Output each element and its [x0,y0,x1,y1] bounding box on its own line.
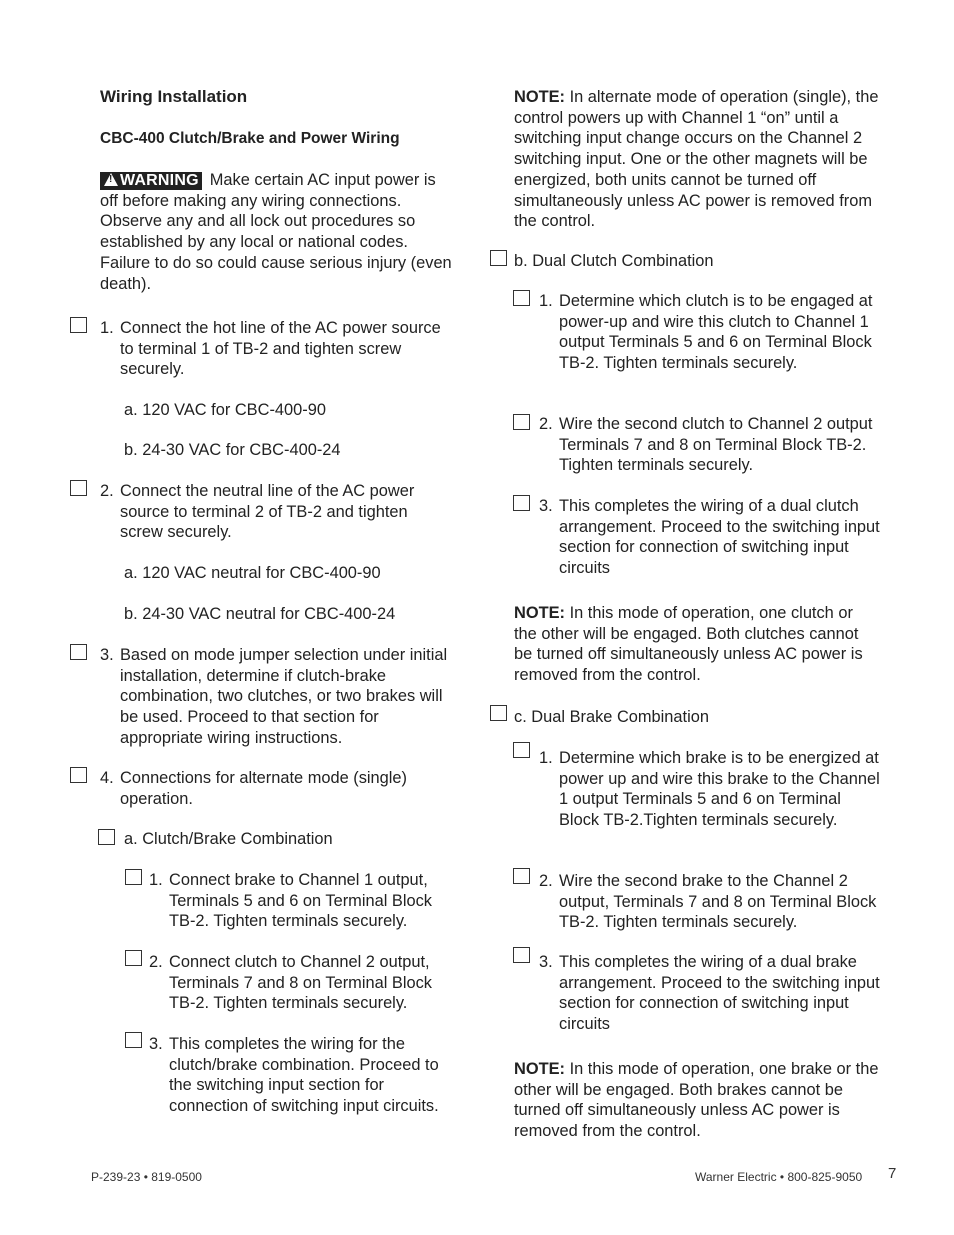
checkbox-dual-clutch[interactable] [490,250,507,266]
cb-step-2 [149,952,459,1014]
step-text: Connections for alternate mode (single) operation. [120,769,407,808]
step-2-option-a: a. 120 VAC neutral for CBC-400-90 [124,564,381,582]
step-2 [100,481,445,543]
step-3 [100,645,456,749]
warning-badge [100,172,202,190]
step-number: 1. [539,292,553,310]
checkbox-cb-1[interactable] [125,869,142,885]
checkbox-cb-2[interactable] [125,950,142,966]
step-number: 3. [149,1035,163,1053]
warning-text: Make certain AC input power is off before making any wiring connections. Observe any and all lock out procedures so established by any local or national codes. Failure to do so could cause serious injury (even death). [100,171,452,293]
step-number: 3. [539,497,553,515]
note-label: NOTE: [514,88,565,106]
note-label: NOTE: [514,604,565,622]
step-text: This completes the wiring for the clutch/brake combination. Proceed to the switching input section for connection of switching input circuits. [169,1035,439,1116]
dual-brake-title: c. Dual Brake Combination [514,708,709,726]
note-label: NOTE: [514,1060,565,1078]
note-text: In alternate mode of operation (single), the control powers up with Channel 1 “on” until a switching input change occurs on the Channel 2 switching input. One or the other magnets will be energized, both units cannot be turned off simultaneously unless AC power is removed from the control. [514,88,879,231]
step-text: Determine which brake is to be energized at power up and wire this brake to the Channel 1 output Terminals 5 and 6 on Terminal Block TB-2.Tighten terminals securely. [559,749,880,830]
checkbox-dual-brake[interactable] [490,705,507,721]
step-number: 1. [539,749,553,767]
step-number: 2. [100,482,114,500]
dc-step-1 [539,291,884,374]
checkbox-dc-2[interactable] [513,414,530,430]
step-number: 4. [100,769,114,787]
note-text: In this mode of operation, one clutch or the other will be engaged. Both clutches cannot be turned off simultaneously unless AC power is removed from the control. [514,604,863,685]
dc-step-3 [539,496,884,579]
note-alternate-mode [514,87,890,232]
step-number: 2. [539,872,553,890]
clutch-brake-title: a. Clutch/Brake Combination [124,830,333,848]
db-step-1 [539,748,884,831]
checkbox-db-1[interactable] [513,742,530,758]
step-number: 3. [539,953,553,971]
footer-company: Warner Electric • 800-825-9050 [695,1170,863,1184]
section-title: Wiring Installation [100,87,248,106]
step-1-option-b: b. 24-30 VAC for CBC-400-24 [124,441,341,459]
checkbox-dc-3[interactable] [513,495,530,511]
cb-step-1 [149,870,459,932]
note-dual-clutch [514,603,866,686]
db-step-3 [539,952,884,1035]
step-number: 2. [149,953,163,971]
cb-step-3 [149,1034,449,1117]
dual-clutch-title: b. Dual Clutch Combination [514,252,714,270]
step-text: Connect the hot line of the AC power source to terminal 1 of TB-2 and tighten screw securely. [120,319,441,379]
checkbox-step-3[interactable] [70,644,87,660]
warning-triangle-icon [104,173,118,186]
step-text: Wire the second brake to the Channel 2 output, Terminals 7 and 8 on Terminal Block TB-2. Tighten terminals securely. [559,872,877,932]
footer-document-number: P-239-23 • 819-0500 [91,1170,202,1184]
db-step-2 [539,871,884,933]
checkbox-step-2[interactable] [70,480,87,496]
step-text: Wire the second clutch to Channel 2 output Terminals 7 and 8 on Terminal Block TB-2. Tighten terminals securely. [559,415,873,475]
step-number: 2. [539,415,553,433]
checkbox-step-4[interactable] [70,767,87,783]
step-text: Connect brake to Channel 1 output, Terminals 5 and 6 on Terminal Block TB-2. Tighten terminals securely. [169,871,432,931]
step-1-option-a: a. 120 VAC for CBC-400-90 [124,401,326,419]
checkbox-cb-3[interactable] [125,1032,142,1048]
subsection-title: CBC-400 Clutch/Brake and Power Wiring [100,130,400,147]
step-text: Determine which clutch is to be engaged at power-up and wire this clutch to Channel 1 output Terminals 5 and 6 on Terminal Block TB-2. Tighten terminals securely. [559,292,873,373]
checkbox-clutch-brake[interactable] [98,829,115,845]
step-text: Connect clutch to Channel 2 output, Terminals 7 and 8 on Terminal Block TB-2. Tighten terminals securely. [169,953,432,1013]
checkbox-step-1[interactable] [70,317,87,333]
step-number: 1. [100,319,114,337]
step-1 [100,318,445,380]
step-2-option-b: b. 24-30 VAC neutral for CBC-400-24 [124,605,396,623]
step-text: Connect the neutral line of the AC power source to terminal 2 of TB-2 and tighten screw securely. [120,482,415,542]
step-number: 1. [149,871,163,889]
step-text: This completes the wiring of a dual brake arrangement. Proceed to the switching input section for connection of switching input circuits [559,953,880,1034]
page-number: 7 [888,1165,897,1182]
checkbox-db-3[interactable] [513,947,530,963]
checkbox-db-2[interactable] [513,868,530,884]
step-text: This completes the wiring of a dual clutch arrangement. Proceed to the switching input section for connection of switching input circuits [559,497,880,578]
checkbox-dc-1[interactable] [513,290,530,306]
warning-paragraph [100,170,456,294]
step-text: Based on mode jumper selection under initial installation, determine if clutch-brake combination, two clutches, or two brakes will be used. Proceed to that section for appropriate wiring instructions. [120,646,448,747]
note-dual-brake [514,1059,892,1142]
dc-step-2 [539,414,874,476]
warning-label: WARNING [120,172,199,189]
step-4 [100,768,445,809]
step-number: 3. [100,646,114,664]
note-text: In this mode of operation, one brake or the other will be engaged. Both brakes cannot be turned off simultaneously unless AC power is removed from the control. [514,1060,879,1141]
